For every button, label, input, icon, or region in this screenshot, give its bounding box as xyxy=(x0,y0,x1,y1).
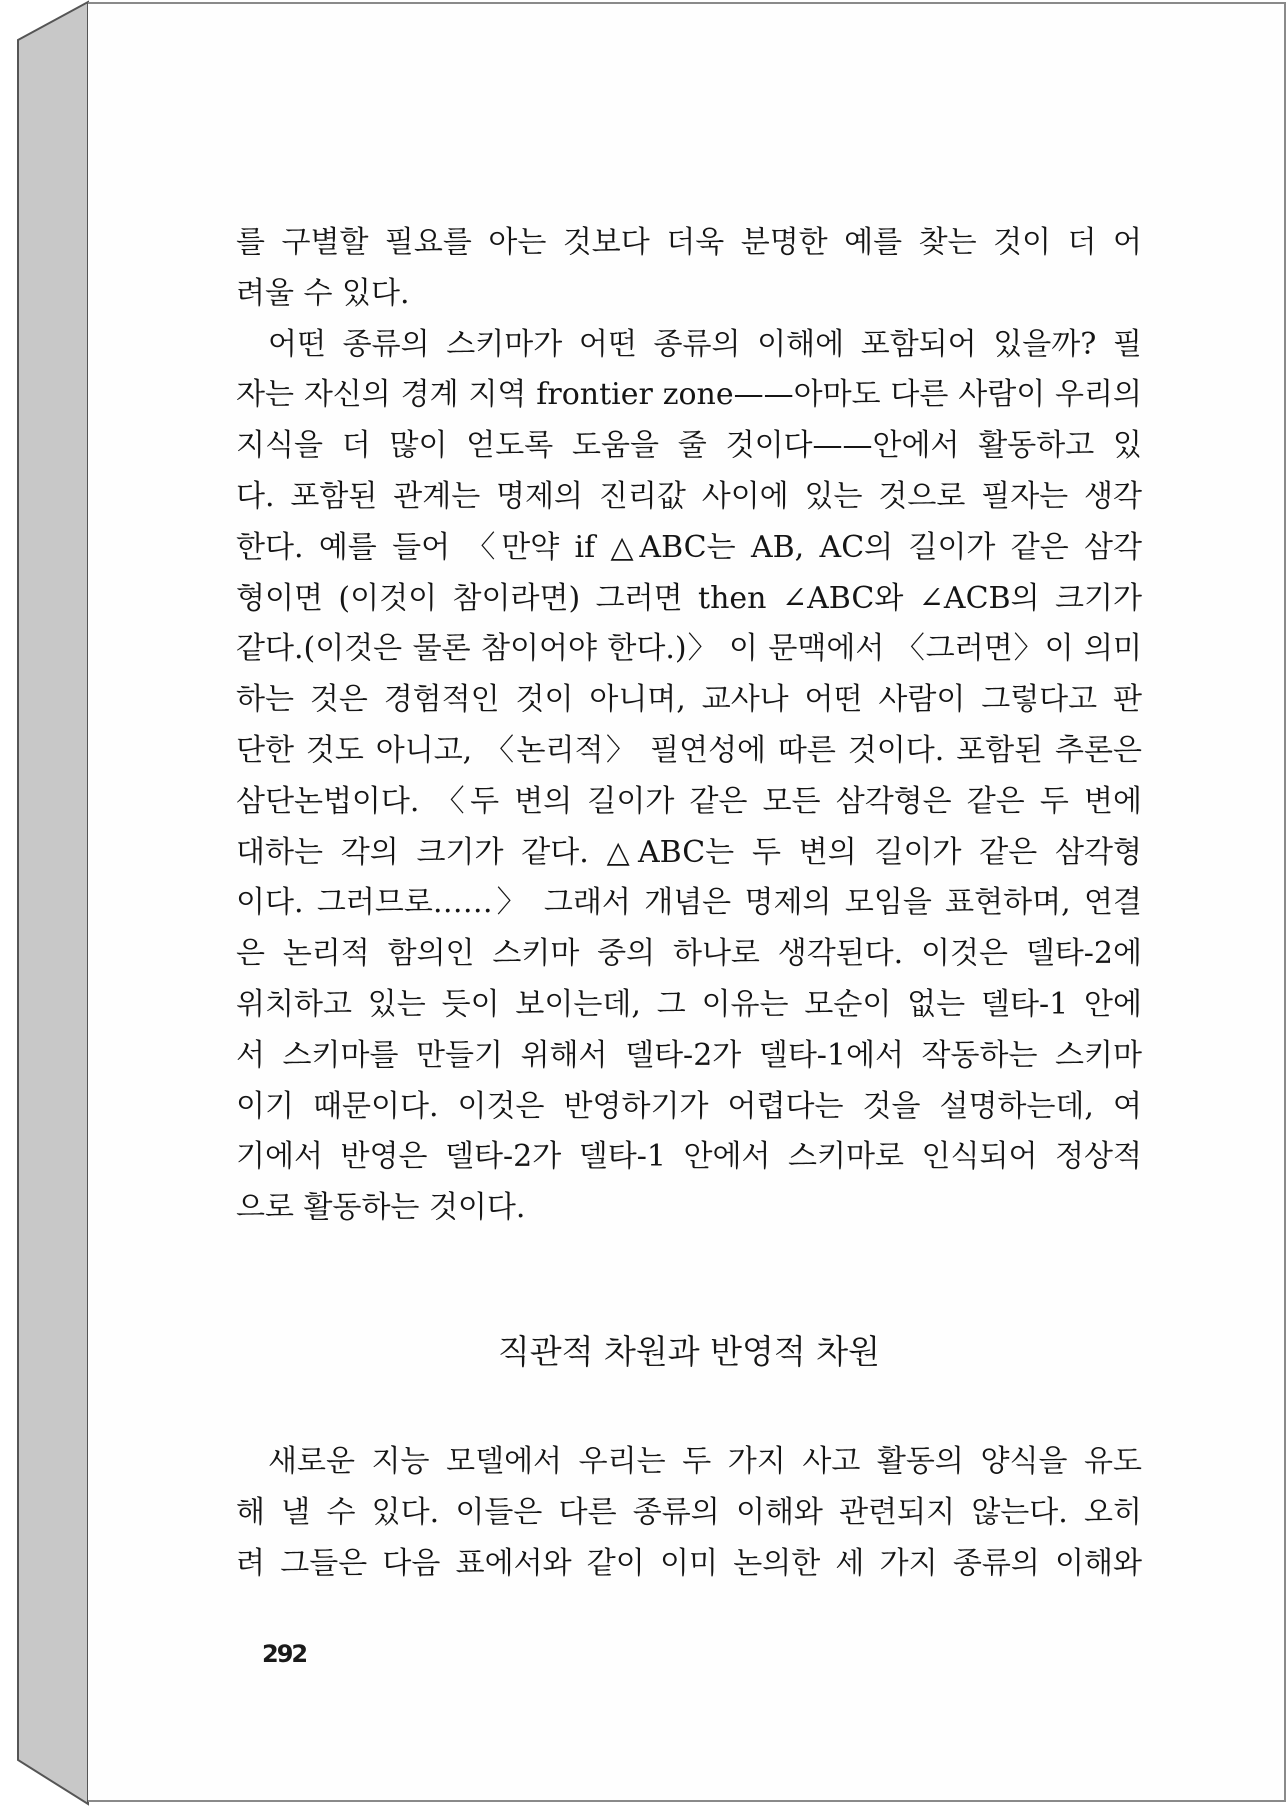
text-line: 대하는 각의 크기가 같다. △ABC는 두 변의 길이가 같은 삼각형 xyxy=(236,834,1142,870)
text-line: 려 그들은 다음 표에서와 같이 이미 논의한 세 가지 종류의 이해와 xyxy=(236,1545,1142,1581)
text-line: 같다.(이것은 물론 참이어야 한다.)〉 이 문맥에서 〈그러면〉이 의미 xyxy=(236,631,1142,667)
text-line: 이기 때문이다. 이것은 반영하기가 어렵다는 것을 설명하는데, 여 xyxy=(236,1088,1142,1124)
text-line: 은 논리적 함의인 스키마 중의 하나로 생각된다. 이것은 델타-2에 xyxy=(236,936,1142,972)
book-spine-edge xyxy=(18,2,88,1804)
page-number: 292 xyxy=(262,1640,307,1668)
text-line: 다. 포함된 관계는 명제의 진리값 사이에 있는 것으로 필자는 생각 xyxy=(236,478,1142,514)
text-line: 어떤 종류의 스키마가 어떤 종류의 이해에 포함되어 있을까? 필 xyxy=(268,326,1142,362)
text-line: 단한 것도 아니고, 〈논리적〉 필연성에 따른 것이다. 포함된 추론은 xyxy=(236,732,1142,768)
text-line: 위치하고 있는 듯이 보이는데, 그 이유는 모순이 없는 델타-1 안에 xyxy=(236,986,1142,1022)
text-line: 지식을 더 많이 얻도록 도움을 줄 것이다——안에서 활동하고 있 xyxy=(236,428,1142,464)
text-line: 서 스키마를 만들기 위해서 델타-2가 델타-1에서 작동하는 스키마 xyxy=(236,1037,1142,1073)
text-line: 기에서 반영은 델타-2가 델타-1 안에서 스키마로 인식되어 정상적 xyxy=(236,1139,1142,1175)
body-text xyxy=(236,218,1142,1234)
text-line: 새로운 지능 모델에서 우리는 두 가지 사고 활동의 양식을 유도 xyxy=(268,1444,1142,1479)
text-line: 해 낼 수 있다. 이들은 다른 종류의 이해와 관련되지 않는다. 오히 xyxy=(236,1494,1142,1530)
text-line: 이다. 그러므로……〉 그래서 개념은 명제의 모임을 표현하며, 연결 xyxy=(236,885,1142,921)
text-line: 려울 수 있다. xyxy=(236,275,410,311)
body-text-continued xyxy=(236,1436,1142,1588)
section-heading: 직관적 차원과 반영적 차원 xyxy=(497,1332,881,1371)
text-line: 자는 자신의 경계 지역 frontier zone——아마도 다른 사람이 우리의 xyxy=(236,377,1142,413)
text-line: 하는 것은 경험적인 것이 아니며, 교사나 어떤 사람이 그렇다고 판 xyxy=(236,682,1142,718)
text-line: 형이면 (이것이 참이라면) 그러면 then ∠ABC와 ∠ACB의 크기가 xyxy=(236,580,1142,616)
text-line: 를 구별할 필요를 아는 것보다 더욱 분명한 예를 찾는 것이 더 어 xyxy=(236,225,1142,260)
text-line: 으로 활동하는 것이다. xyxy=(236,1190,526,1226)
text-line: 한다. 예를 들어 〈만약 if △ABC는 AB, AC의 길이가 같은 삼각 xyxy=(236,529,1142,565)
text-line: 삼단논법이다. 〈두 변의 길이가 같은 모든 삼각형은 같은 두 변에 xyxy=(236,783,1142,819)
